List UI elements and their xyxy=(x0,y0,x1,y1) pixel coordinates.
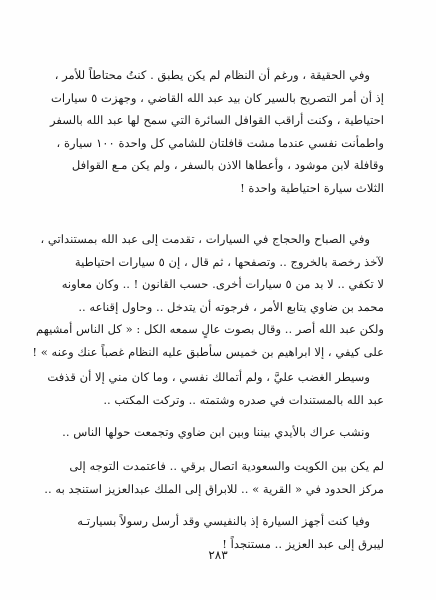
paragraph xyxy=(47,366,384,411)
text-line: وسيطر الغضب عليَّ ، ولم أتمالك نفسي ، وما كان مني إلا أن قذفت xyxy=(47,370,370,384)
text-line: لآخذ رخصة بالخروج .. وتصفحها ، ثم قال ، إن ٥ سيارات احتياطية xyxy=(74,254,384,269)
text-line: احتياطية ، وكنت أراقب القوافل السائرة التي سمح لها عبد الله بالسفر xyxy=(49,113,384,128)
text-line: مركز الحدود في « القرية » .. للابراق إلى الملك عبدالعزيز استنجد به .. xyxy=(44,481,384,496)
text-line: على كيفي ، إلا ابراهيم بن خميس سأطبق عليه النظام غصباً عنك وعنه » ! xyxy=(32,344,384,359)
paragraph xyxy=(32,228,384,364)
text-line: لا تكفي .. لا بد من ٥ سيارات أخرى. حسب القانون ! .. وكان معاونه xyxy=(61,277,384,292)
paragraph xyxy=(49,64,384,200)
text-line: وقافلة لابن موشود ، وأعطاها الاذن بالسفر ، ولم يكن مـع القوافل xyxy=(71,158,384,173)
text-line: وفي الحقيقة ، ورغم أن النظام لم يكن يطبق . كنتُ محتاطاً للأمر ، xyxy=(54,68,370,82)
text-line: ليبرق إلى عبد العزيز .. مستنجداً ! xyxy=(222,536,384,551)
text-line: ولكن عبد الله أصر .. وقال بصوت عالٍ سمعه الكل : « كل الناس أمشيهم xyxy=(36,322,384,337)
paragraph xyxy=(44,455,384,500)
paragraph xyxy=(62,421,384,444)
text-line: الثلاث سيارة احتياطية واحدة ! xyxy=(240,180,384,195)
text-line: لم يكن بين الكويت والسعودية اتصال برقي .. فاعتمدت التوجه إلى xyxy=(69,459,384,473)
page-number: ٢٨٣ xyxy=(208,548,228,562)
text-line: إذ أن أمر التصريح بالسير كان بيد عبد الله القاضي ، وجهزت ٥ سيارات xyxy=(50,90,384,105)
text-line: ونشب عراك بالأيدي بيننا وبين ابن ضاوي وتجمعت حولها الناس .. xyxy=(62,425,370,439)
text-line: واطمأنت نفسي عندما مشت قافلتان للشامي كل واحدة ١٠٠ سيارة ، xyxy=(56,135,384,150)
text-line: وفي الصباح والحجاج في السيارات ، تقدمت إلى عبد الله بمستنداتي ، xyxy=(40,232,370,246)
text-line: عبد الله بالمستندات في صدره وشتمته .. وتركت المكتب .. xyxy=(103,392,384,407)
text-line: وفيا كنت أجهز السيارة إذ بالنفيسي وقد أرسل رسولاً بسيارتـه xyxy=(77,514,370,528)
text-line: محمد بن ضاوي يتابع الأمر ، فرجوته أن يتدخل .. وحاول إقناعه .. xyxy=(78,299,384,314)
